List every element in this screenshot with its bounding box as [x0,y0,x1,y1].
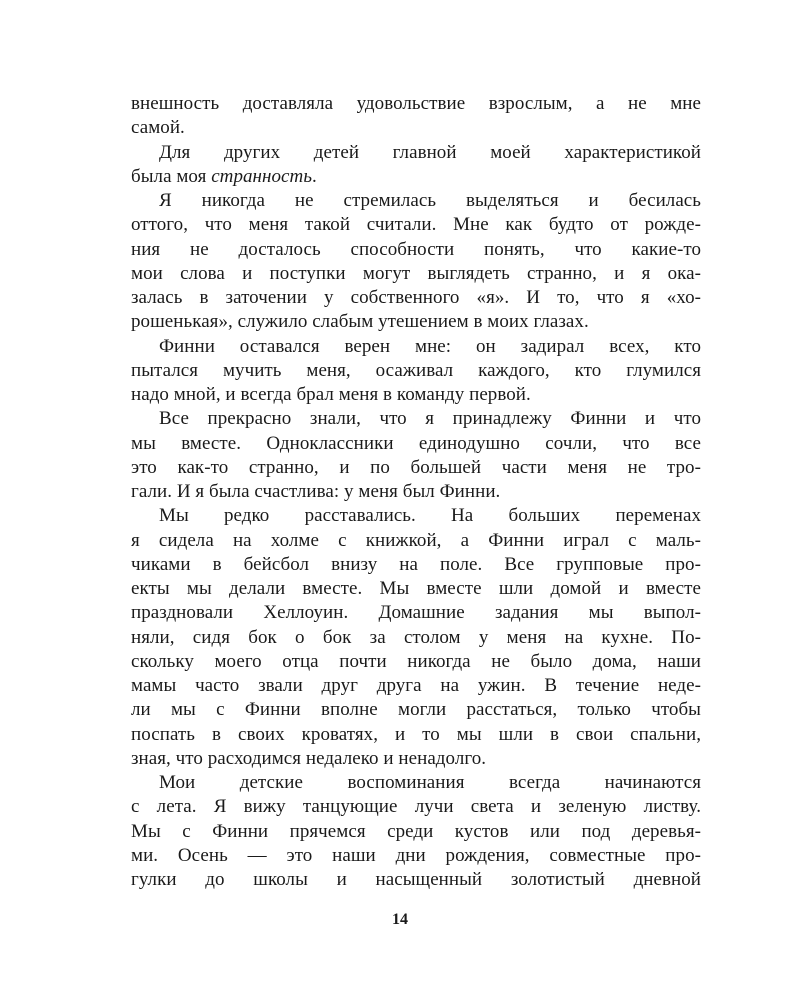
text-line: Все прекрасно знали, что я принадлежу Финни и что [159,408,701,430]
page-number: 14 [392,911,408,928]
text-line: ми. Осень — это наши дни рождения, совместные про- [131,844,701,866]
text-line: рошенькая», служило слабым утешением в моих глазах. [131,311,589,333]
text-line: самой. [131,117,185,139]
text-line: оттого, что меня такой считали. Мне как будто от рожде- [131,214,701,236]
text-line: ния не досталось способности понять, что какие-то [131,238,701,260]
text-line: гали. И я была счастлива: у меня был Финни. [131,481,501,502]
book-page-text [131,92,701,892]
text-line: мамы часто звали друг друга на ужин. В течение неде- [131,675,701,696]
text-line: Финни оставался верен мне: он задирал всех, кто [159,335,701,357]
text-line: внешность доставляла удовольствие взрослым, а не мне [131,93,701,114]
text-line: скольку моего отца почти никогда не было дома, наши [131,650,701,672]
text-line: Мы с Финни прячемся среди кустов или под деревья- [131,820,701,842]
emphasized-word: странность [211,165,313,187]
text-line: с лета. Я вижу танцующие лучи света и зеленую листву. [131,796,701,818]
text-line: гулки до школы и насыщенный золотистый дневной [131,869,701,890]
text-line: мы вместе. Одноклассники единодушно сочли, что все [131,432,701,454]
text-line: чиками в бейсбол внизу на поле. Все групповые про- [131,553,701,575]
text-line: зная, что расходимся недалеко и ненадолго. [131,747,487,769]
text-line: Мы редко расставались. На больших переменах [159,505,701,527]
text-fragment: . [312,165,317,187]
text-line: ли мы с Финни вполне могли расстаться, только чтобы [131,699,701,721]
text-line: екты мы делали вместе. Мы вместе шли домой и вместе [131,578,701,599]
text-line-with-emphasis [131,165,701,189]
text-line: надо мной, и всегда брал меня в команду первой. [131,384,531,405]
text-line: Мои детские воспоминания всегда начинаются [159,772,701,793]
text-line: Я никогда не стремилась выделяться и бесилась [159,190,701,211]
text-line: няли, сидя бок о бок за столом у меня на кухне. По- [131,626,701,648]
text-line: Для других детей главной моей характеристикой [159,141,701,163]
text-line: залась в заточении у собственного «я». И то, что я «хо- [131,287,701,308]
text-line: мои слова и поступки могут выглядеть странно, и я ока- [131,262,701,284]
text-line: пытался мучить меня, осаживал каждого, кто глумился [131,359,701,381]
text-line: праздновали Хеллоуин. Домашние задания мы выпол- [131,602,701,624]
text-fragment: была моя [131,165,212,187]
text-line: это как-то странно, и по большей части меня не тро- [131,456,701,478]
text-line: поспать в своих кроватях, и то мы шли в свои спальни, [131,723,701,745]
text-line: я сидела на холме с книжкой, а Финни играл с маль- [131,529,701,551]
